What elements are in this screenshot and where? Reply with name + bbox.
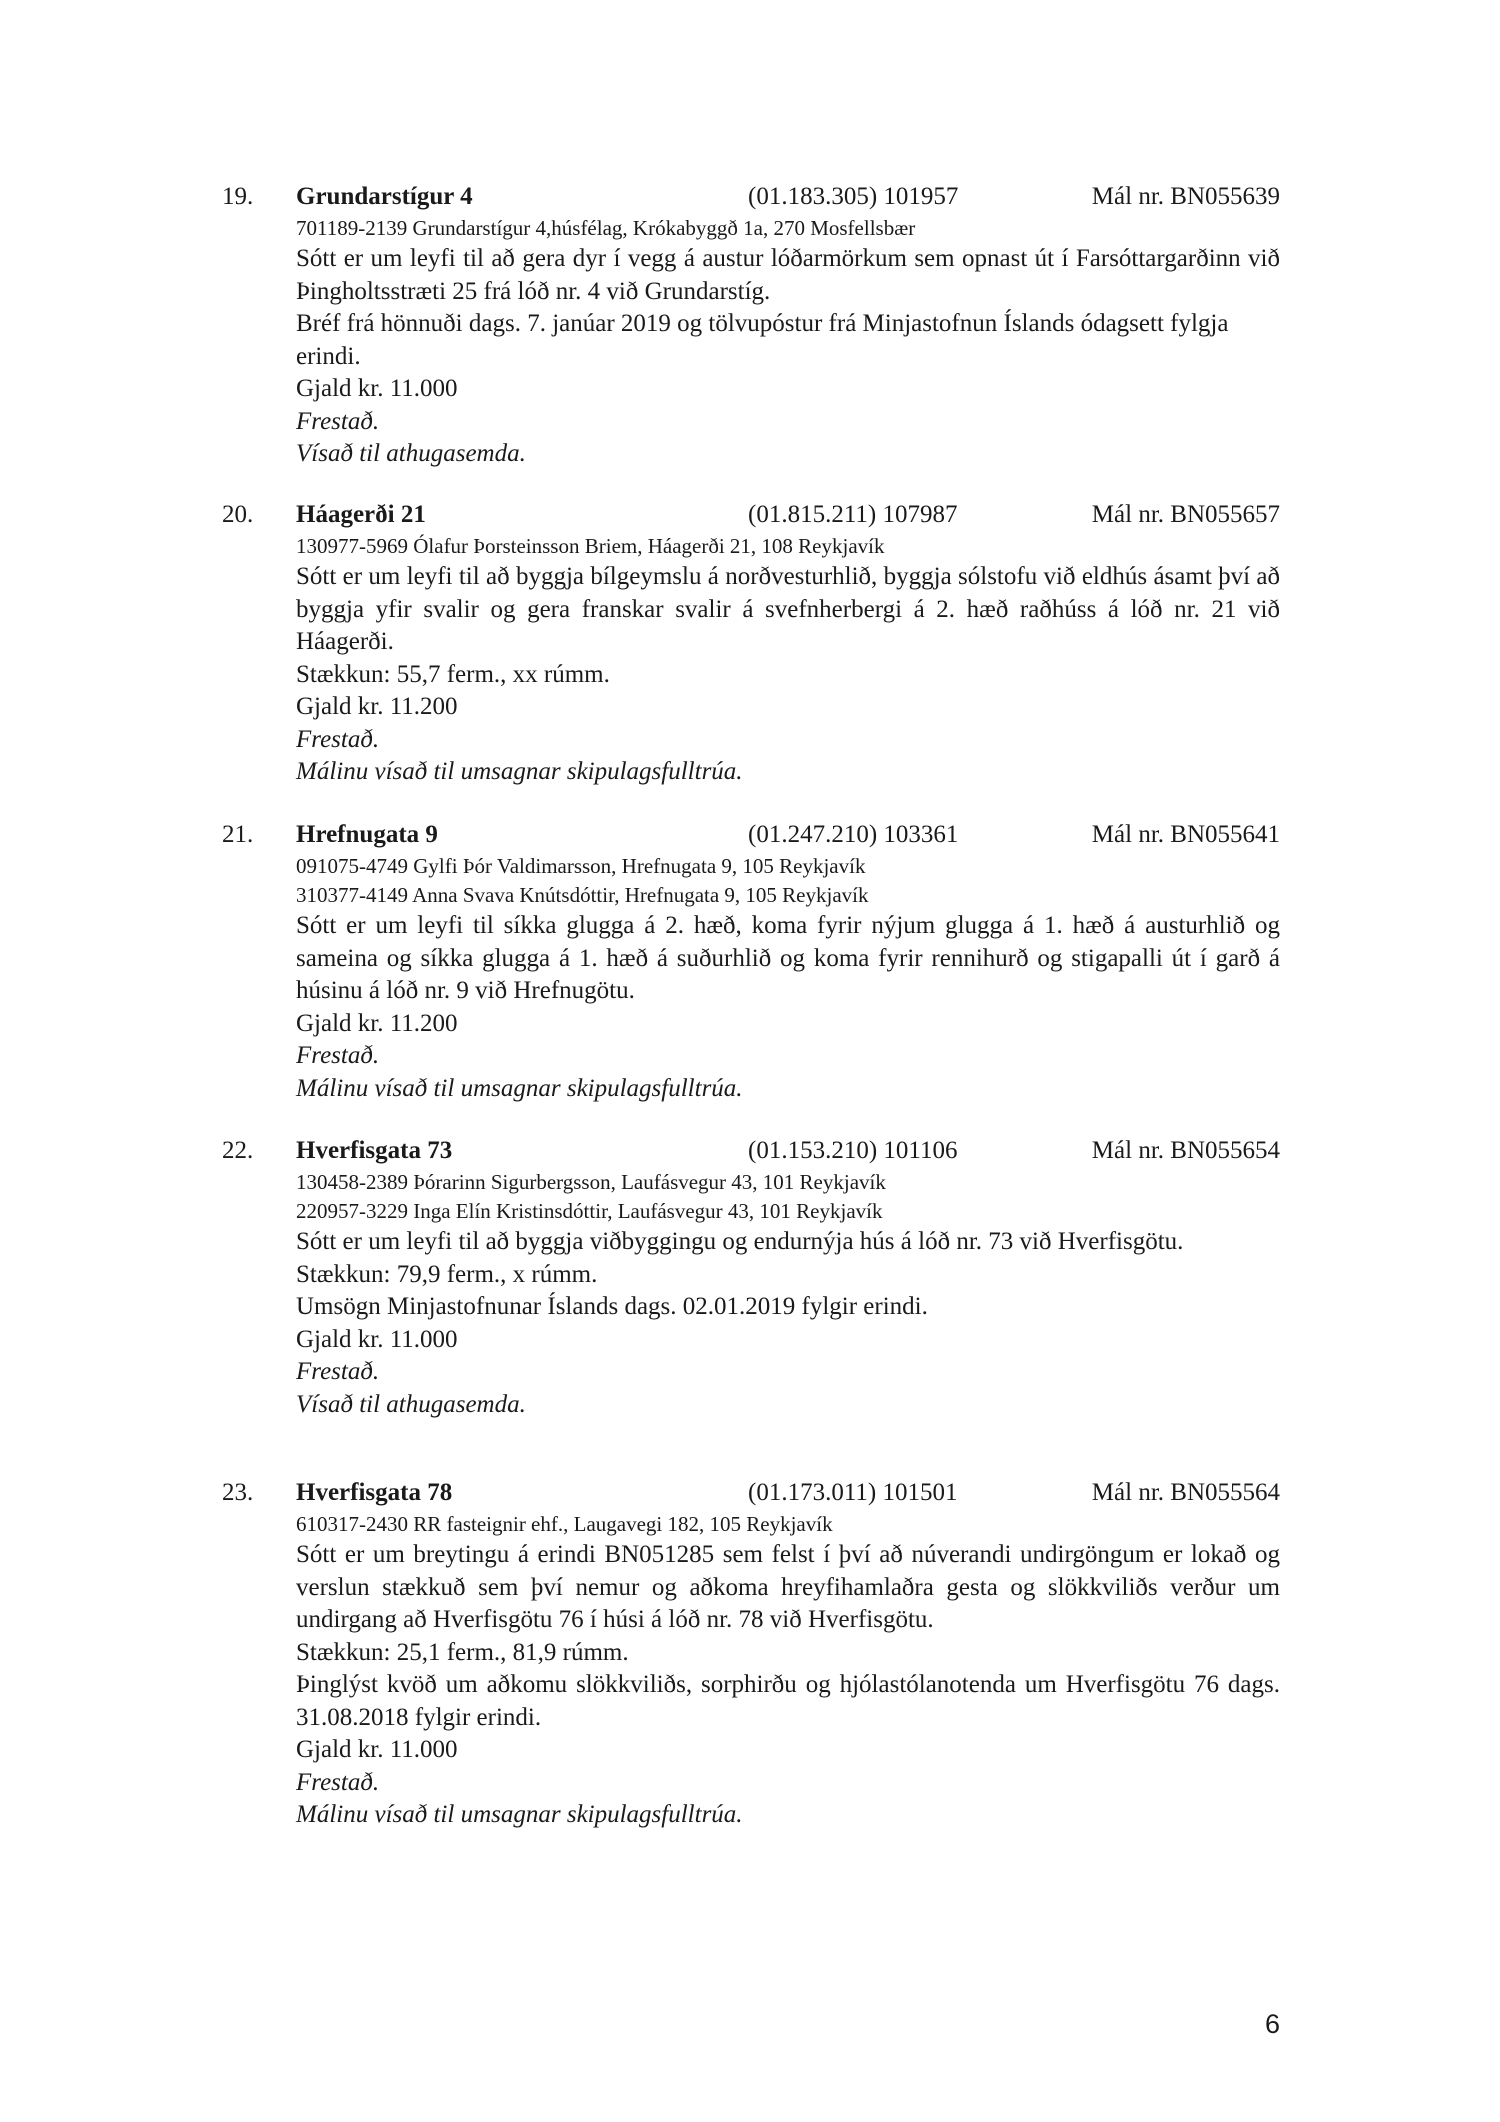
case-description: Sótt er um leyfi til að byggja bílgeymslu á norðvesturhlið, byggja sólstofu við eldhús ásamt því að byggja yfir svalir og gera franskar svalir á svefnherbergi á 2. hæð raðhúss á lóð nr. 21 við Háagerði. [296,563,1280,655]
applicant-line: 091075-4749 Gylfi Þór Valdimarsson, Hrefnugata 9, 105 Reykjavík [296,854,866,878]
case-id: Mál nr. BN055654 [1091,1137,1280,1164]
fee-line: Gjald kr. 11.000 [296,375,458,402]
case-number: 20. [222,501,254,528]
land-reference: (01.183.305) 101957 [748,183,959,210]
case-note: Þinglýst kvöð um aðkomu slökkviliðs, sorphirðu og hjólastólanotenda um Hverfisgötu 76 dags. 31.08.2018 fylgir erindi. [296,1671,1280,1731]
case-note: Stækkun: 25,1 ferm., 81,9 rúmm. [296,1638,629,1666]
case-number: 22. [222,1137,254,1164]
decision-line: Frestað. [296,1768,380,1796]
decision-line: Frestað. [296,1042,380,1069]
fee-line: Gjald kr. 11.000 [296,1325,458,1353]
case-description: Sótt er um leyfi til að gera dyr í vegg á austur lóðarmörkum sem opnast út í Farsóttargarðinn við Þingholtsstræti 25 frá lóð nr. 4 við Grundarstíg. [296,245,1280,305]
case-title: Háagerði 21 [296,501,426,528]
case-body [296,532,1280,789]
applicant-line: 220957-3229 Inga Elín Kristinsdóttir, Laufásvegur 43, 101 Reykjavík [296,1199,883,1223]
fee-line: Gjald kr. 11.200 [296,1009,458,1037]
case-number: 23. [222,1479,254,1506]
case-body [296,1510,1280,1832]
applicant-line: 310377-4149 Anna Svava Knútsdóttir, Hrefnugata 9, 105 Reykjavík [296,883,869,907]
fee-line: Gjald kr. 11.000 [296,1736,458,1763]
decision-line: Málinu vísað til umsagnar skipulagsfulltrúa. [296,758,743,785]
case-body [296,1168,1280,1421]
case-note: Umsögn Minjastofnunar Íslands dags. 02.01.2019 fylgir erindi. [296,1293,928,1320]
applicant-line: 610317-2430 RR fasteignir ehf., Laugavegi 182, 105 Reykjavík [296,1512,833,1536]
case-description: Sótt er um leyfi til að byggja viðbyggingu og endurnýja hús á lóð nr. 73 við Hverfisgötu. [296,1228,1184,1255]
case-header [222,1134,1280,1168]
applicant-line: 130977-5969 Ólafur Þorsteinsson Briem, Háagerði 21, 108 Reykjavík [296,534,885,558]
case-title: Hrefnugata 9 [296,821,438,848]
applicant-line: 130458-2389 Þórarinn Sigurbergsson, Laufásvegur 43, 101 Reykjavík [296,1170,886,1194]
fee-line: Gjald kr. 11.200 [296,693,458,720]
case-header [222,818,1280,852]
case-note: Stækkun: 55,7 ferm., xx rúmm. [296,660,610,688]
land-reference: (01.173.011) 101501 [748,1479,958,1506]
decision-line: Frestað. [296,1358,380,1385]
decision-line: Málinu vísað til umsagnar skipulagsfulltrúa. [296,1801,743,1828]
decision-line: Frestað. [296,725,380,753]
decision-line: Vísað til athugasemda. [296,440,526,467]
applicant-line: 701189-2139 Grundarstígur 4,húsfélag, Krókabyggð 1a, 270 Mosfellsbær [296,216,916,240]
decision-line: Frestað. [296,407,380,435]
case-item-21 [222,818,1280,1105]
case-header [222,180,1280,214]
case-body [296,852,1280,1105]
case-header [222,498,1280,532]
land-reference: (01.815.211) 107987 [748,501,958,528]
case-id: Mál nr. BN055639 [1091,183,1280,210]
page-number: 6 [1264,2009,1280,2039]
case-title: Grundarstígur 4 [296,183,473,210]
case-item-22 [222,1134,1280,1421]
case-item-20 [222,498,1280,789]
case-item-23 [222,1476,1280,1832]
case-item-19 [222,180,1280,471]
case-header [222,1476,1280,1510]
case-note: Bréf frá hönnuði dags. 7. janúar 2019 og tölvupóstur frá Minjastofnun Íslands ódagsett fylgja erindi. [296,310,1229,370]
case-note: Stækkun: 79,9 ferm., x rúmm. [296,1260,598,1288]
case-number: 19. [222,183,254,210]
case-id: Mál nr. BN055641 [1091,821,1280,848]
case-title: Hverfisgata 73 [296,1137,453,1164]
case-body [296,214,1280,471]
case-number: 21. [222,821,254,848]
case-title: Hverfisgata 78 [296,1479,453,1506]
case-description: Sótt er um breytingu á erindi BN051285 sem felst í því að núverandi undirgöngum er lokað og verslun stækkuð sem því nemur og aðkoma hreyfihamlaðra gesta og slökkviliðs verður um undirgang að Hverfisgötu 76 í húsi á lóð nr. 78 við Hverfisgötu. [296,1541,1280,1633]
case-id: Mál nr. BN055657 [1091,501,1280,528]
case-id: Mál nr. BN055564 [1091,1479,1280,1506]
decision-line: Málinu vísað til umsagnar skipulagsfulltrúa. [296,1074,743,1102]
decision-line: Vísað til athugasemda. [296,1390,526,1418]
case-description: Sótt er um leyfi til síkka glugga á 2. hæð, koma fyrir nýjum glugga á 1. hæð á austurhlið og sameina og síkka glugga á 1. hæð á suðurhlið og koma fyrir rennihurð og stigapalli út í garð á húsinu á lóð nr. 9 við Hrefnugötu. [296,912,1280,1004]
land-reference: (01.247.210) 103361 [748,821,959,848]
land-reference: (01.153.210) 101106 [748,1137,958,1164]
